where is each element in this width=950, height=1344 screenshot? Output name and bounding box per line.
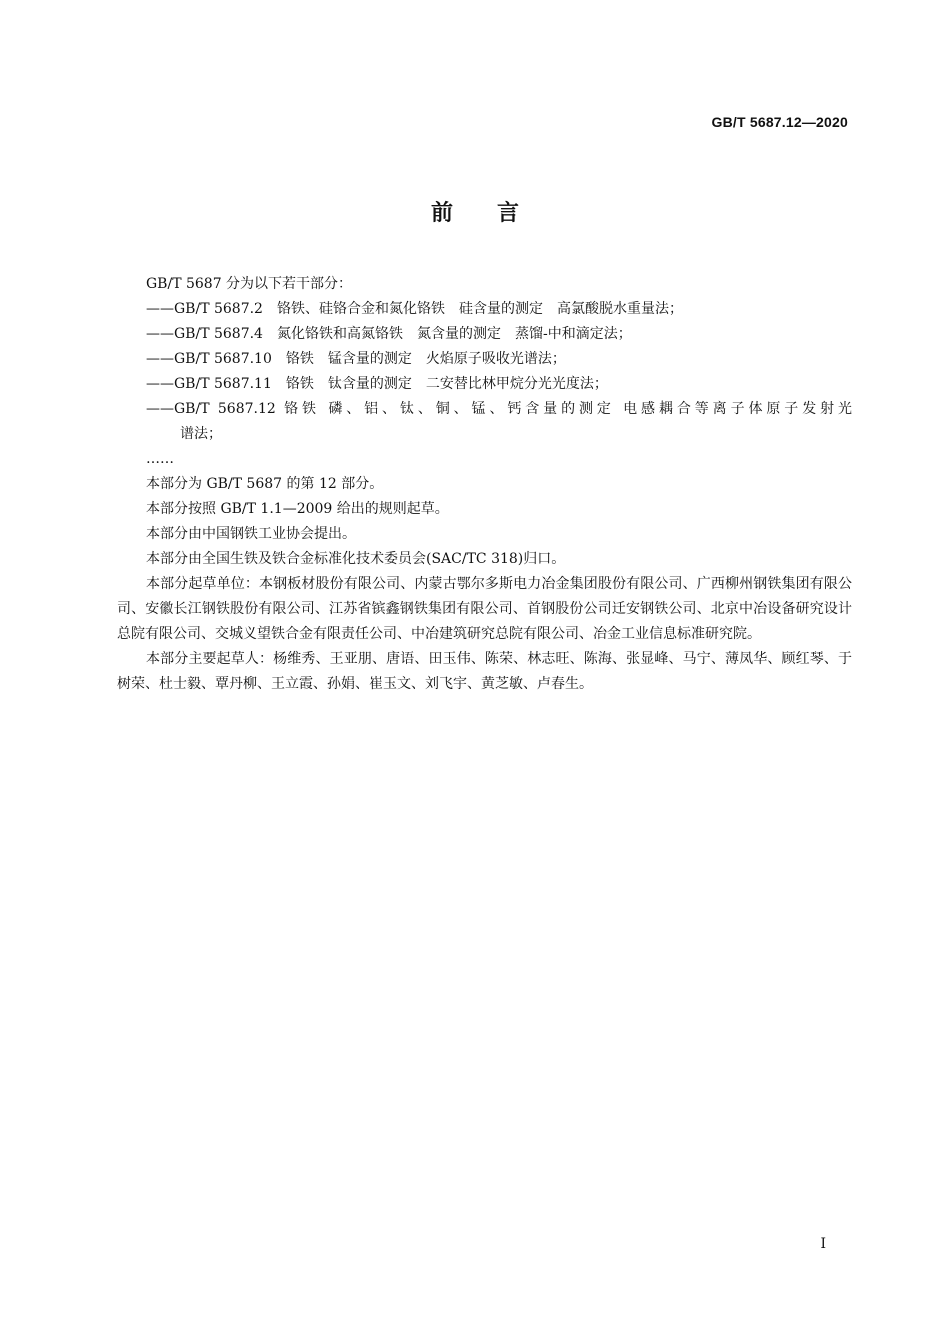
paragraph-drafting-units: 本部分起草单位：本钢板材股份有限公司、内蒙古鄂尔多斯电力冶金集团股份有限公司、广西柳州钢铁集团有限公司、安徽长江钢铁股份有限公司、江苏省镔鑫钢铁集团有限公司、首钢股份公司迁安钢铁公司、北京中冶设备研究设计总院有限公司、交城义望铁合金有限责任公司、中冶建筑研究总院有限公司、冶金工业信息标准研究院。 (117, 576, 852, 642)
part-measure: 磷、铝、钛、铜、锰、钙含量的测定 (328, 401, 615, 417)
part-measure: 硅含量的测定 (458, 301, 543, 317)
paragraph-committee: 本部分由全国生铁及铁合金标准化技术委员会(SAC/TC 318)归口。 (146, 551, 566, 567)
part-item (117, 297, 852, 322)
part-method: 高氯酸脱水重量法； (556, 301, 683, 317)
part-item (117, 397, 852, 422)
ellipsis: …… (146, 451, 174, 467)
part-name: 铬铁 (285, 351, 314, 367)
foreword-body (117, 272, 852, 697)
part-method: 二安替比林甲烷分光光度法； (425, 376, 608, 392)
part-name: 铬铁 (285, 376, 314, 392)
paragraph-part-number: 本部分为 GB/T 5687 的第 12 部分。 (146, 476, 384, 492)
page-number: I (820, 1236, 826, 1252)
part-method: 蒸馏-中和滴定法； (514, 326, 632, 342)
part-method: 电感耦合等离子体原子发射光 (623, 401, 853, 417)
part-measure: 氮含量的测定 (416, 326, 501, 342)
part-name: 铬铁、硅铬合金和氮化铬铁 (276, 301, 445, 317)
part-method: 火焰原子吸收光谱法； (425, 351, 566, 367)
part-name: 铬铁 (284, 401, 320, 417)
paragraph-proposer: 本部分由中国钢铁工业协会提出。 (146, 526, 356, 542)
page-title: 前言 (430, 201, 563, 226)
part-code: ——GB/T 5687.4 (146, 326, 263, 342)
part-item (117, 372, 852, 397)
part-code: ——GB/T 5687.12 (146, 401, 276, 417)
part-code: ——GB/T 5687.10 (146, 351, 272, 367)
part-item (117, 347, 852, 372)
part-measure: 钛含量的测定 (327, 376, 412, 392)
part-measure: 锰含量的测定 (327, 351, 412, 367)
part-name: 氮化铬铁和高氮铬铁 (276, 326, 403, 342)
standard-code: GB/T 5687.12—2020 (711, 114, 848, 130)
paragraph-drafters: 本部分主要起草人：杨维秀、王亚朋、唐语、田玉伟、陈荣、林志旺、陈海、张显峰、马宁、薄凤华、顾红琴、于树荣、杜士毅、覃丹柳、王立霞、孙娟、崔玉文、刘飞宇、黄芝敏、卢春生。 (117, 651, 852, 692)
paragraph-drafting-rules: 本部分按照 GB/T 1.1—2009 给出的规则起草。 (146, 501, 449, 517)
part-method-continued: 谱法； (180, 426, 222, 442)
part-code: ——GB/T 5687.11 (146, 376, 272, 392)
part-code: ——GB/T 5687.2 (146, 301, 263, 317)
parts-intro: GB/T 5687 分为以下若干部分： (146, 276, 353, 292)
part-item (117, 322, 852, 347)
